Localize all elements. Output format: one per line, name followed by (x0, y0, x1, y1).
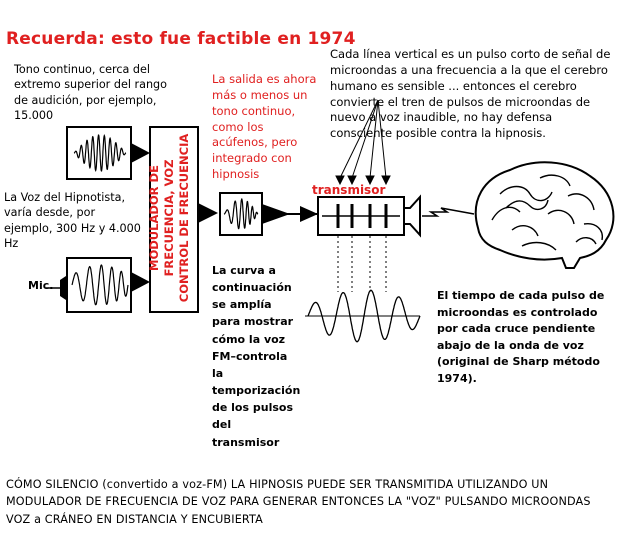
curve-description: La curva a continuación se amplía para mostrar cómo la voz FM–controla la temporización de los pulsos del transmisor (212, 264, 301, 449)
lightning-bolt-icon (422, 208, 474, 216)
page-title: Recuerda: esto fue factible en 1974 (6, 29, 356, 49)
transmitter-label: transmisor (312, 183, 386, 197)
transmitter-pulses (322, 204, 400, 228)
projection-lines (338, 236, 386, 292)
antenna-icon (404, 197, 420, 235)
brain-icon (476, 162, 614, 268)
mic-label: Mic. (28, 279, 54, 292)
fm-output-wave (224, 199, 258, 229)
timing-description: El tiempo de cada pulso de microondas es controlado por cada cruce pendiente abajo de la onda de voz (original de Sharp método 1974). (437, 289, 605, 385)
pulse-description: Cada línea vertical es un pulso corto de señal de microondas a una frecuencia a la que el cerebro humano es sensible ... entonces el cerebro convierte el tren de pulsos de microondas de nuevo a voz inaudible, no hay defensa consciente posible contra la hipnosis. (330, 47, 611, 141)
voice-description: La Voz del Hipnotista, varía desde, por ejemplo, 300 Hz y 4.000 Hz (4, 191, 141, 251)
voice-wave (72, 265, 128, 305)
tone-wave (74, 135, 126, 171)
modulator-label: MODULADOR DE FRECUENCIA, VOZ CONTROL DE FRECUENCIA (147, 133, 191, 303)
output-description: La salida es ahora más o menos un tono continuo, como los acúfenos, pero integrado con hipnosis (212, 72, 317, 182)
caption: CÓMO SILENCIO (convertido a voz-FM) LA HIPNOSIS PUEDE SER TRANSMITIDA UTILIZANDO UN MODULADOR DE FRECUENCIA DE VOZ PARA GENERAR ENTONCES LA "VOZ" PULSANDO MICROONDAS VOZ a CRÁNEO EN DISTANCIA Y ENCUBIERTA (6, 478, 591, 526)
modulator-arrow (198, 203, 218, 223)
tone-description: Tono continuo, cerca del extremo superior del rango de audición, por ejemplo, 15.000 (14, 63, 167, 123)
